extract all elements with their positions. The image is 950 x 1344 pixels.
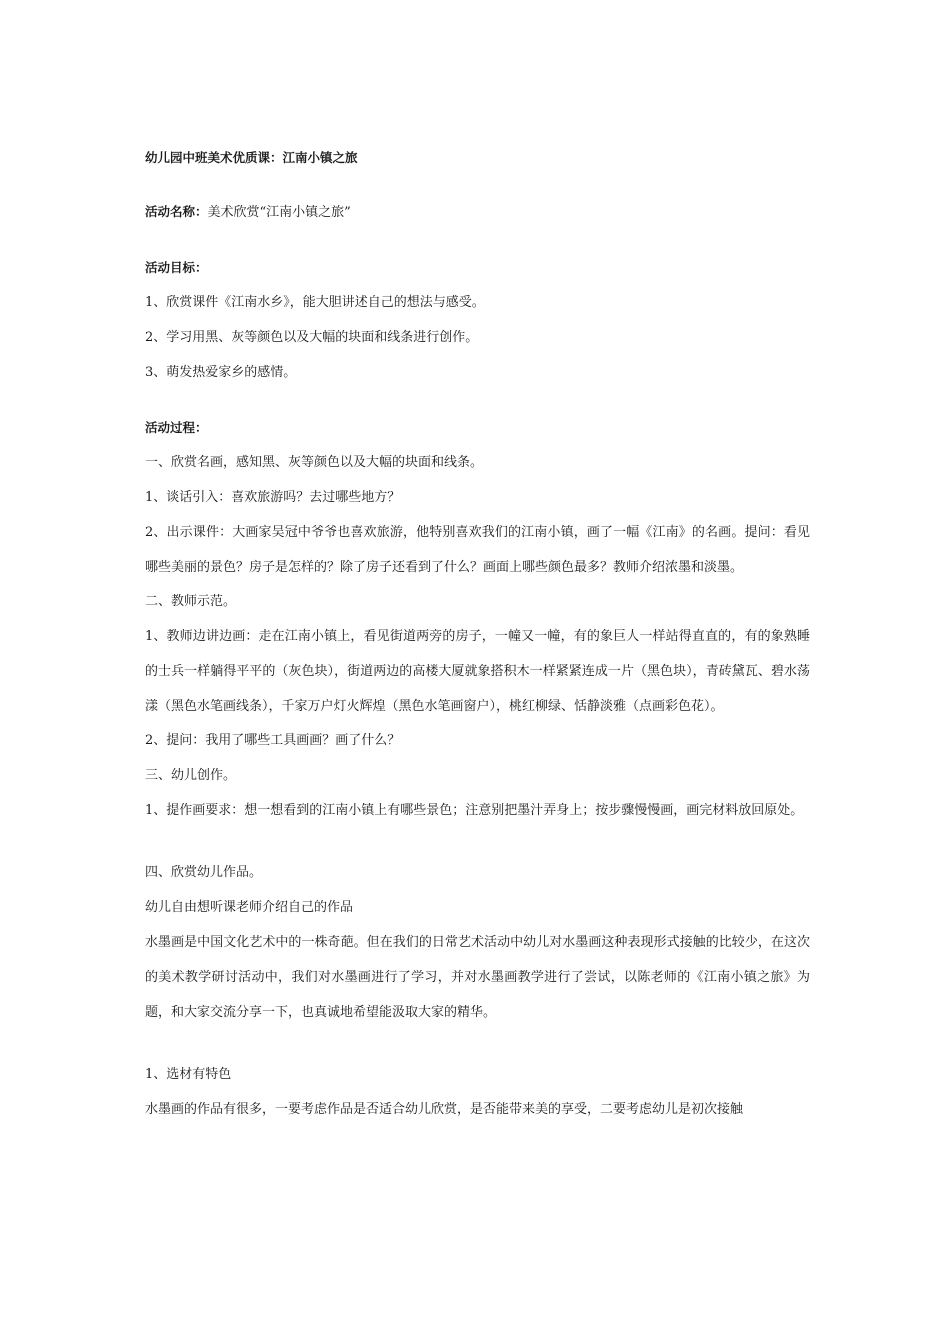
- process-paragraph: 1、提作画要求：想一想看到的江南小镇上有哪些景色；注意别把墨汁弄身上；按步骤慢慢画，画完材料放回原处。: [145, 803, 804, 818]
- section5-paragraph: 水墨画的作品有很多，一要考虑作品是否适合幼儿欣赏，是否能带来美的享受，二要考虑幼儿是初次接触: [145, 1102, 744, 1117]
- goal-item: 2、学习用黑、灰等颜色以及大幅的块面和线条进行创作。: [145, 330, 479, 345]
- process-heading: 活动过程：: [145, 420, 208, 435]
- document-page: [145, 148, 810, 1135]
- section4-heading: 四、欣赏幼儿作品。: [145, 865, 263, 880]
- process-line: 2、提问：我用了哪些工具画画？画了什么？: [145, 733, 401, 748]
- process-line: 1、谈话引入：喜欢旅游吗？去过哪些地方？: [145, 490, 401, 505]
- document-title: 幼儿园中班美术优质课：江南小镇之旅: [145, 150, 358, 165]
- section4-line: 幼儿自由想听课老师介绍自己的作品: [145, 900, 354, 915]
- activity-name-row: [145, 202, 810, 223]
- activity-name-value: 美术欣赏“江南小镇之旅”: [207, 205, 351, 220]
- section5-heading: 1、选材有特色: [145, 1067, 232, 1082]
- goals-heading: 活动目标：: [145, 260, 208, 275]
- process-paragraph: 2、出示课件：大画家吴冠中爷爷也喜欢旅游，他特别喜欢我们的江南小镇，画了一幅《江南》的名画。提问：看见哪些美丽的景色？房子是怎样的？除了房子还看到了什么？画面上哪些颜色最多？教师介绍浓墨和淡墨。: [145, 525, 810, 575]
- goal-item: 1、欣赏课件《江南水乡》，能大胆讲述自己的想法与感受。: [145, 295, 485, 310]
- activity-name-label: 活动名称：: [145, 204, 208, 219]
- process-line: 二、教师示范。: [145, 594, 237, 609]
- section4-paragraph: 水墨画是中国文化艺术中的一株奇葩。但在我们的日常艺术活动中幼儿对水墨画这种表现形式接触的比较少，在这次的美术教学研讨活动中，我们对水墨画进行了学习，并对水墨画教学进行了尝试，以陈老师的《江南小镇之旅》为题，和大家交流分享一下，也真诚地希望能汲取大家的精华。: [145, 935, 810, 1020]
- process-paragraph: 1、教师边讲边画：走在江南小镇上，看见街道两旁的房子，一幢又一幢，有的象巨人一样站得直直的，有的象熟睡的士兵一样躺得平平的（灰色块），街道两边的高楼大厦就象搭积木一样紧紧连成一片（黑色块），青砖黛瓦、碧水荡漾（黑色水笔画线条），千家万户灯火辉煌（黑色水笔画窗户），桃红柳绿、恬静淡雅（点画彩色花）。: [145, 629, 810, 714]
- process-line: 三、幼儿创作。: [145, 768, 237, 783]
- goal-item: 3、萌发热爱家乡的感情。: [145, 365, 297, 380]
- process-line: 一、欣赏名画，感知黑、灰等颜色以及大幅的块面和线条。: [145, 455, 484, 470]
